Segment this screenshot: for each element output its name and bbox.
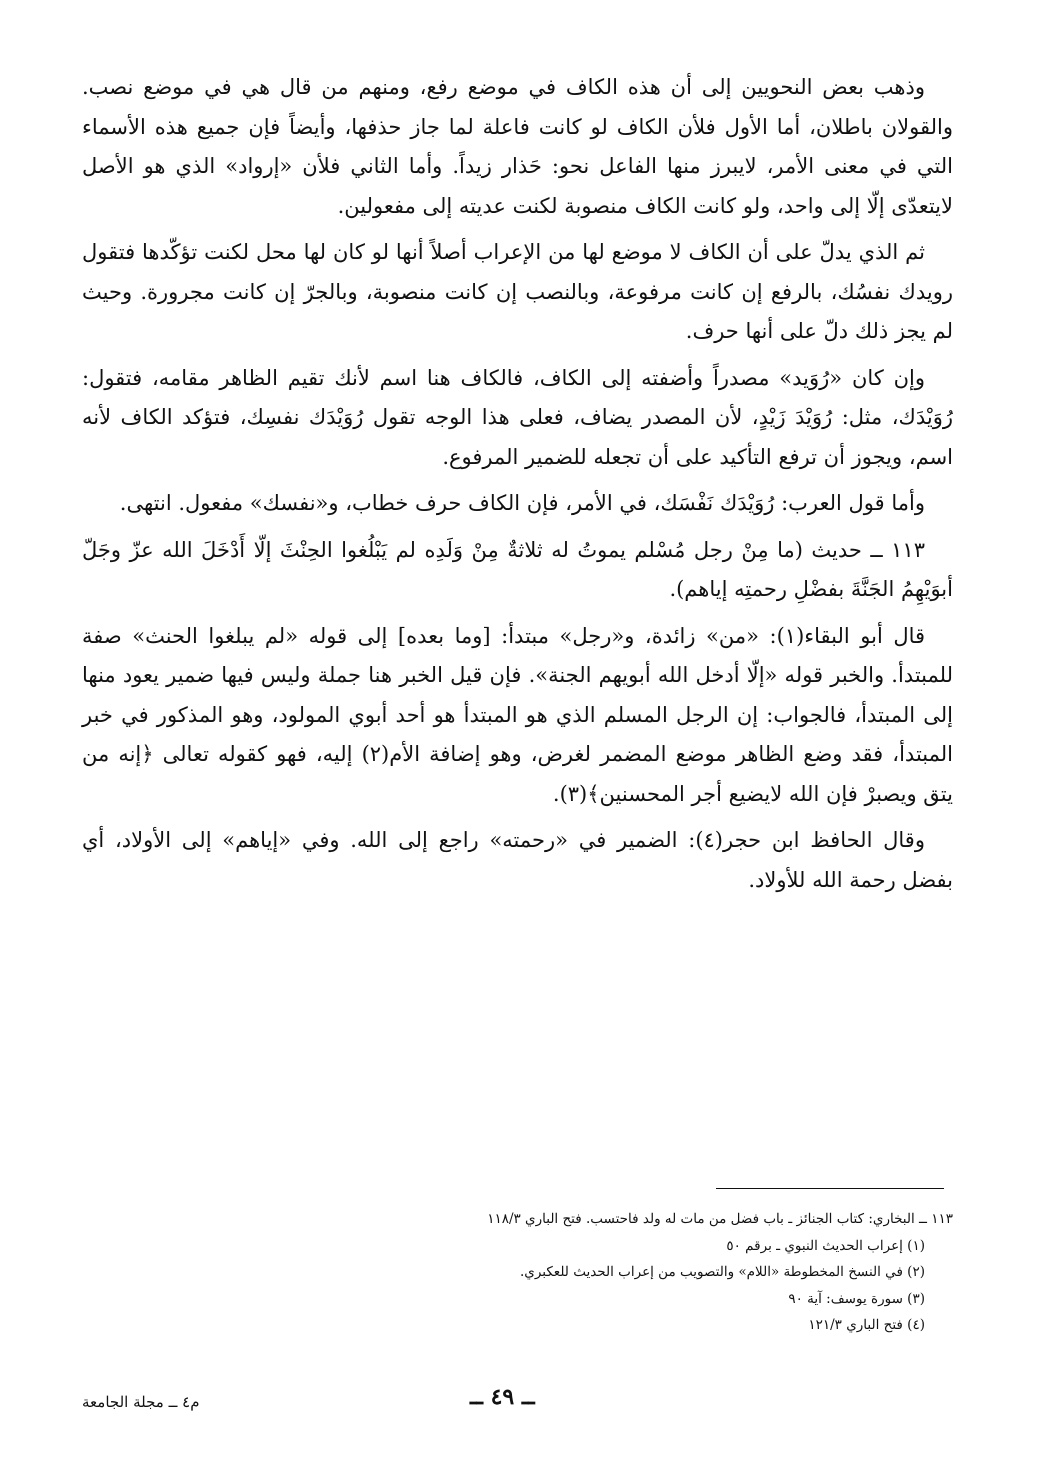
paragraph: وإن كان «رُوَيد» مصدراً وأضفته إلى الكاف، فالكاف هنا اسم لأنك تقيم الظاهر مقامه، فتقول: رُوَيْدَك، مثل: رُوَيْدَ زَيْدٍ، لأن المصدر يضاف، فعلى هذا الوجه تقول رُوَيْدَك نفسِك، فتؤكد الكاف لأنه اسم، ويجوز أن ترفع التأكيد على أن تجعله للضمير المرفوع. [82, 365, 953, 469]
footnote-1: (١) إعراب الحديث النبوي ـ برقم ٥٠ [726, 1237, 925, 1254]
hadith-paragraph: ١١٣ ــ حديث (ما مِنْ رجل مُسْلم يموتُ له ثلاثةٌ مِنْ وَلَدِه لم يَبْلُغوا الحِنْثَ إلّا أَدْخَلَ الله عزّ وجَلّ أبوَيْهِمُ الجَنَّةَ بفضْلِ رحمتِه إياهم). [82, 537, 953, 601]
paragraph: قال أبو البقاء(١): «من» زائدة، و«رجل» مبتدأ: [وما بعده] إلى قوله «لم يبلغوا الحنث» صفة للمبتدأ. والخبر قوله «إلّا أدخل الله أبويهم الجنة». فإن قيل الخبر هنا جملة وليس فيها ضمير يعود منها إلى المبتدأ، فالجواب: إن الرجل المسلم الذي هو المبتدأ هو أحد أبوي المولود، وهو المذكور في خبر المبتدأ، فقد وضع الظاهر موضع المضمر لغرض، وهو إضافة الأم(٢) إليه، فهو كقوله تعالى ﴿إنه من يتق ويصبرْ فإن الله لايضيع أجر المحسنين﴾(٣). [82, 623, 953, 806]
footnote-source: ١١٣ ــ البخاري: كتاب الجنائز ـ باب فضل من مات له ولد فاحتسب. فتح الباري ١١٨/٣ [487, 1211, 953, 1227]
body-text [82, 68, 953, 907]
paragraph: ثم الذي يدلّ على أن الكاف لا موضع لها من الإعراب أصلاً أنها لو كان لها محل لكنت تؤكّدها فتقول رويدك نفسُك، بالرفع إن كانت مرفوعة، وبالنصب إن كانت منصوبة، وبالجرّ إن كانت مجرورة. وحيث لم يجز ذلك دلّ على أنها حرف. [82, 240, 953, 343]
footnote-4: (٤) فتح الباري ١٢١/٣ [808, 1317, 925, 1333]
paragraph: وأما قول العرب: رُوَيْدَك نَفْسَك، في الأمر، فإن الكاف حرف خطاب، و«نفسك» مفعول. انتهى. [119, 491, 925, 515]
page-number: ــ ٤٩ ــ [470, 1384, 535, 1410]
footnote-3: (٣) سورة يوسف: آية ٩٠ [788, 1290, 925, 1307]
footnote-separator [716, 1188, 944, 1189]
paragraph: وقال الحافظ ابن حجر(٤): الضمير في «رحمته» راجع إلى الله. وفي «إياهم» إلى الأولاد، أي بفضل رحمة الله للأولاد. [82, 828, 953, 892]
footnotes [120, 1206, 953, 1339]
journal-footer: م٤ ــ مجلة الجامعة [82, 1393, 200, 1411]
footnote-2: (٢) في النسخ المخطوطة «اللام» والتصويب من إعراب الحديث للعكبري. [519, 1264, 925, 1280]
paragraph: وذهب بعض النحويين إلى أن هذه الكاف في موضع رفع، ومنهم من قال هي في موضع نصب. والقولان باطلان، أما الأول فلأن الكاف لو كانت فاعلة لما جاز حذفها، وأيضاً فإن جميع هذه الأسماء التي في معنى الأمر، لايبرز منها الفاعل نحو: حَذار زيداً. وأما الثاني فلأن «إرواد» الذي هو الأصل لايتعدّى إلّا إلى واحد، ولو كانت الكاف منصوبة لكنت عديته إلى مفعولين. [82, 75, 953, 218]
